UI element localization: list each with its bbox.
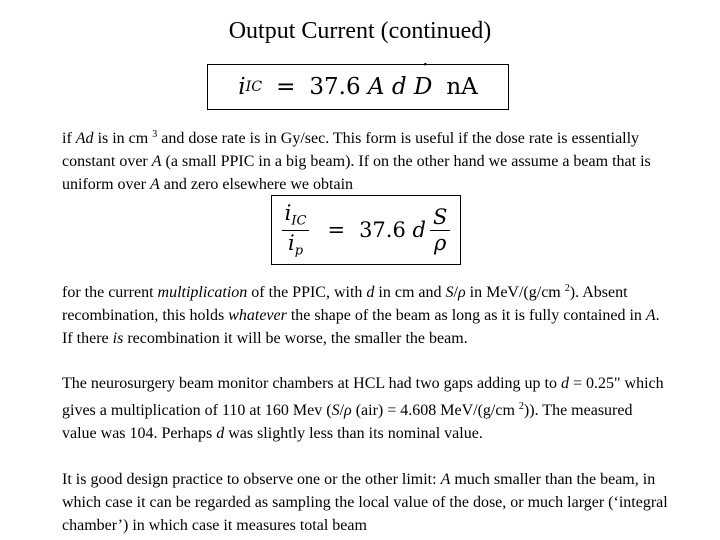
text: / — [453, 284, 458, 301]
text: recombination it will be worse, the smaller the beam. — [123, 330, 468, 347]
eq2-gap: d — [412, 218, 426, 242]
text: / — [339, 402, 345, 419]
text: ). Absent recombination, this holds — [62, 284, 628, 324]
text: of the PPIC, with — [247, 284, 367, 301]
eq2-fraction — [282, 201, 310, 259]
superscript: 2 — [518, 401, 524, 412]
text: = 0.25" which gives a multiplication of 110 at 160 Mev ( — [62, 375, 664, 419]
eq2-den: i — [288, 230, 295, 255]
text: and zero elsewhere we obtain — [159, 176, 354, 193]
eq2-coef: 37.6 — [359, 218, 406, 242]
eq1-equals: = — [276, 74, 296, 100]
math-var: A — [645, 307, 656, 324]
eq1-dose-rate: ˙ D — [414, 74, 432, 100]
text: is in cm — [93, 130, 153, 147]
eq1-lhs-sub: IC — [245, 79, 263, 95]
text: )). The measured value was 104. Perhaps — [62, 402, 633, 442]
paragraph-multiplication — [62, 277, 668, 350]
text: was slightly less than its nominal value. — [224, 425, 483, 442]
eq1-lhs: i — [238, 74, 246, 100]
text: in MeV/(g/cm — [465, 284, 565, 301]
equation-output-current — [207, 64, 509, 110]
text: the shape of the beam as long as it is fully contained in — [286, 307, 646, 324]
math-var: A — [149, 176, 160, 193]
eq2-equals: = — [327, 218, 346, 242]
eq1-coef: 37.6 — [309, 74, 361, 100]
eq2-num: i — [284, 201, 292, 225]
paragraph-design-practice — [62, 468, 668, 537]
paragraph-hcl-example — [62, 372, 668, 445]
math-var: d — [216, 425, 225, 442]
eq2-stopping-fraction — [430, 205, 450, 254]
equation-multiplication — [271, 195, 461, 265]
math-var: Ad — [75, 130, 94, 147]
math-var: S — [331, 402, 340, 419]
math-var: ρ — [457, 284, 466, 301]
math-var: A — [151, 153, 162, 170]
text: (a small PPIC in a big beam). If on the other hand we assume a beam that is uniform over — [62, 153, 651, 193]
eq1-gap: d — [391, 74, 407, 100]
superscript: 3 — [152, 129, 158, 140]
text: much smaller than the beam, in which case it can be regarded as sampling the local value of the dose, or much larger (‘integral chamber’) in which case it measures total beam — [62, 471, 668, 534]
text: for the current — [62, 284, 158, 301]
eq1-area: A — [367, 74, 385, 100]
text: if — [62, 130, 76, 147]
eq2-num-sub: IC — [291, 213, 307, 229]
text: and dose rate is in Gy/sec. This form is useful if the dose rate is essentially constant over — [62, 130, 640, 170]
eq2-den-sub: p — [294, 243, 304, 259]
math-var: d — [366, 284, 375, 301]
math-var: d — [561, 375, 569, 392]
superscript: 2 — [564, 283, 570, 294]
text: It is good design practice to observe one or the other limit: — [62, 471, 441, 488]
page-title: Output Current (continued) — [228, 18, 492, 44]
emphasis: whatever — [228, 307, 287, 324]
eq2-density: ρ — [433, 230, 447, 255]
paragraph-dose-rate — [62, 123, 668, 196]
eq1-unit: nA — [446, 74, 478, 100]
emphasis: multiplication — [157, 284, 248, 301]
text: (air) = 4.608 MeV/(g/cm — [351, 402, 519, 419]
math-var: A — [440, 471, 451, 488]
text: The neurosurgery beam monitor chambers at HCL had two gaps adding up to — [62, 375, 561, 392]
math-var: ρ — [344, 402, 352, 419]
text: in cm and — [374, 284, 446, 301]
math-var: S — [445, 284, 454, 301]
eq2-stopping-power: S — [430, 205, 450, 230]
emphasis: is — [112, 330, 124, 347]
text: . If there — [62, 307, 660, 347]
